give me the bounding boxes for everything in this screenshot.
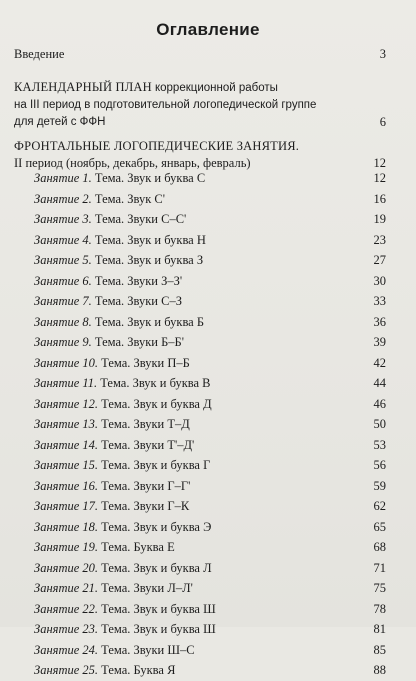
lesson-topic: Тема. Звуки Ш–С	[101, 642, 195, 657]
lesson-topic: Тема. Звук и буква Ш	[101, 622, 216, 636]
lesson-number: Занятие 25.	[34, 663, 99, 677]
toc-page-number: 46	[373, 396, 386, 411]
lesson-topic: Тема. Звуки С–С'	[94, 212, 187, 226]
toc-page-number: 30	[373, 273, 386, 288]
list-item[interactable]	[34, 619, 386, 640]
page-title: Оглавление	[156, 20, 260, 39]
lesson-topic: Тема. Звук и буква С	[94, 171, 206, 185]
frontal-period: II период (ноябрь, декабрь, январь, февраль)	[14, 156, 251, 170]
list-item[interactable]	[34, 558, 386, 579]
lesson-number: Занятие 3.	[34, 212, 92, 226]
lesson-list	[34, 168, 386, 681]
list-item[interactable]	[34, 250, 386, 271]
list-item[interactable]	[34, 291, 386, 312]
lesson-number: Занятие 11.	[34, 376, 98, 390]
toc-page-number: 65	[373, 519, 386, 534]
list-item[interactable]	[34, 640, 386, 661]
list-item[interactable]	[34, 599, 386, 620]
toc-page-number: 85	[373, 642, 386, 657]
list-item[interactable]	[34, 660, 386, 681]
list-item[interactable]	[34, 230, 386, 251]
lesson-number: Занятие 9.	[34, 335, 92, 349]
toc-page-number: 36	[373, 314, 386, 329]
lesson-topic: Тема. Звук и буква Б	[94, 314, 205, 329]
list-item[interactable]	[34, 394, 386, 415]
lesson-topic: Тема. Звуки Т–Д	[101, 417, 190, 431]
lesson-topic: Тема. Звук и буква Г	[101, 458, 211, 472]
list-item[interactable]	[34, 373, 386, 394]
lesson-topic: Тема. Звук и буква Д	[101, 396, 212, 411]
toc-page-number: 56	[373, 458, 386, 472]
toc-page-number: 27	[373, 253, 386, 267]
toc-entry-plan[interactable]	[14, 80, 386, 130]
toc-page-number: 33	[373, 294, 386, 308]
lesson-number: Занятие 5.	[34, 253, 92, 267]
toc-page-number: 12	[373, 156, 386, 170]
lesson-topic: Тема. Звук С'	[94, 191, 166, 206]
list-item[interactable]	[34, 537, 386, 558]
lesson-number: Занятие 18.	[34, 519, 99, 534]
lesson-number: Занятие 23.	[34, 622, 99, 636]
lesson-topic: Тема. Звуки П–Б	[101, 355, 190, 370]
list-item[interactable]	[34, 435, 386, 456]
toc-page-number: 16	[373, 191, 386, 206]
lesson-topic: Тема. Звуки Т'–Д'	[101, 437, 195, 452]
list-item[interactable]	[34, 496, 386, 517]
toc-page-number: 62	[373, 499, 386, 513]
lesson-topic: Тема. Звуки З–З'	[94, 273, 183, 288]
toc-entry-intro[interactable]	[14, 47, 386, 62]
toc-page-number: 81	[373, 622, 386, 636]
lesson-topic: Тема. Звук и буква Н	[94, 232, 206, 247]
toc-page-number: 44	[373, 376, 386, 390]
list-item[interactable]	[34, 189, 386, 210]
lesson-number: Занятие 21.	[34, 581, 99, 595]
toc-page-number: 88	[373, 663, 386, 677]
lesson-topic: Тема. Звук и буква В	[100, 376, 211, 390]
toc-page-number: 12	[373, 171, 386, 185]
lesson-number: Занятие 7.	[34, 294, 92, 308]
frontal-heading: ФРОНТАЛЬНЫЕ ЛОГОПЕДИЧЕСКИЕ ЗАНЯТИЯ.	[14, 139, 300, 153]
list-item[interactable]	[34, 168, 386, 189]
plan-heading-rest: коррекционной работы	[154, 82, 278, 94]
toc-page-number: 59	[373, 478, 386, 493]
lesson-topic: Тема. Звуки Б–Б'	[94, 335, 184, 349]
lesson-number: Занятие 17.	[34, 499, 99, 513]
lesson-number: Занятие 22.	[34, 601, 99, 616]
toc-page-number: 75	[373, 581, 386, 595]
toc-page-number: 78	[373, 601, 386, 616]
list-item[interactable]	[34, 353, 386, 374]
lesson-topic: Тема. Звуки Г–Г'	[101, 478, 191, 493]
toc-page-number: 23	[373, 232, 386, 247]
toc-page-number: 19	[373, 212, 386, 226]
plan-heading-caps: КАЛЕНДАРНЫЙ ПЛАН	[14, 80, 152, 94]
list-item[interactable]	[34, 455, 386, 476]
lesson-topic: Тема. Звуки Г–К	[101, 499, 190, 513]
lesson-number: Занятие 13.	[34, 417, 99, 431]
toc-page-number: 68	[373, 540, 386, 554]
toc-page-number: 6	[379, 115, 386, 129]
list-item[interactable]	[34, 476, 386, 497]
list-item[interactable]	[34, 578, 386, 599]
list-item[interactable]	[34, 209, 386, 230]
plan-line-3: для детей с ФФН	[14, 116, 106, 128]
lesson-number: Занятие 4.	[34, 232, 92, 247]
lesson-topic: Тема. Буква Я	[101, 663, 176, 677]
lesson-number: Занятие 6.	[34, 273, 92, 288]
lesson-topic: Тема. Звук и буква Э	[101, 519, 212, 534]
toc-page-number: 39	[373, 335, 386, 349]
toc-page-number: 50	[373, 417, 386, 431]
lesson-topic: Тема. Буква Е	[101, 540, 175, 554]
lesson-topic: Тема. Звуки С–З	[94, 294, 182, 308]
lesson-topic: Тема. Звук и буква З	[94, 253, 204, 267]
lesson-topic: Тема. Звуки Л–Л'	[101, 581, 193, 595]
toc-page-number: 71	[373, 560, 386, 575]
list-item[interactable]	[34, 517, 386, 538]
list-item[interactable]	[34, 414, 386, 435]
list-item[interactable]	[34, 332, 386, 353]
lesson-number: Занятие 2.	[34, 191, 92, 206]
lesson-topic: Тема. Звук и буква Л	[101, 560, 212, 575]
toc-entry-frontal[interactable]	[14, 139, 386, 171]
lesson-number: Занятие 24.	[34, 642, 99, 657]
toc-page-number: 42	[373, 355, 386, 370]
lesson-number: Занятие 15.	[34, 458, 99, 472]
lesson-number: Занятие 20.	[34, 560, 99, 575]
toc-page-number: 53	[373, 437, 386, 452]
plan-line-2: на III период в подготовительной логопедической группе	[14, 99, 317, 111]
lesson-number: Занятие 8.	[34, 314, 92, 329]
lesson-number: Занятие 14.	[34, 437, 99, 452]
lesson-number: Занятие 1.	[34, 171, 92, 185]
lesson-number: Занятие 16.	[34, 478, 99, 493]
list-item[interactable]	[34, 312, 386, 333]
lesson-number: Занятие 10.	[34, 355, 99, 370]
toc-page-number: 3	[379, 47, 386, 61]
lesson-topic: Тема. Звук и буква Ш	[101, 601, 216, 616]
list-item[interactable]	[34, 271, 386, 292]
toc-entry-label: Введение	[14, 47, 65, 61]
lesson-number: Занятие 19.	[34, 540, 99, 554]
lesson-number: Занятие 12.	[34, 396, 99, 411]
